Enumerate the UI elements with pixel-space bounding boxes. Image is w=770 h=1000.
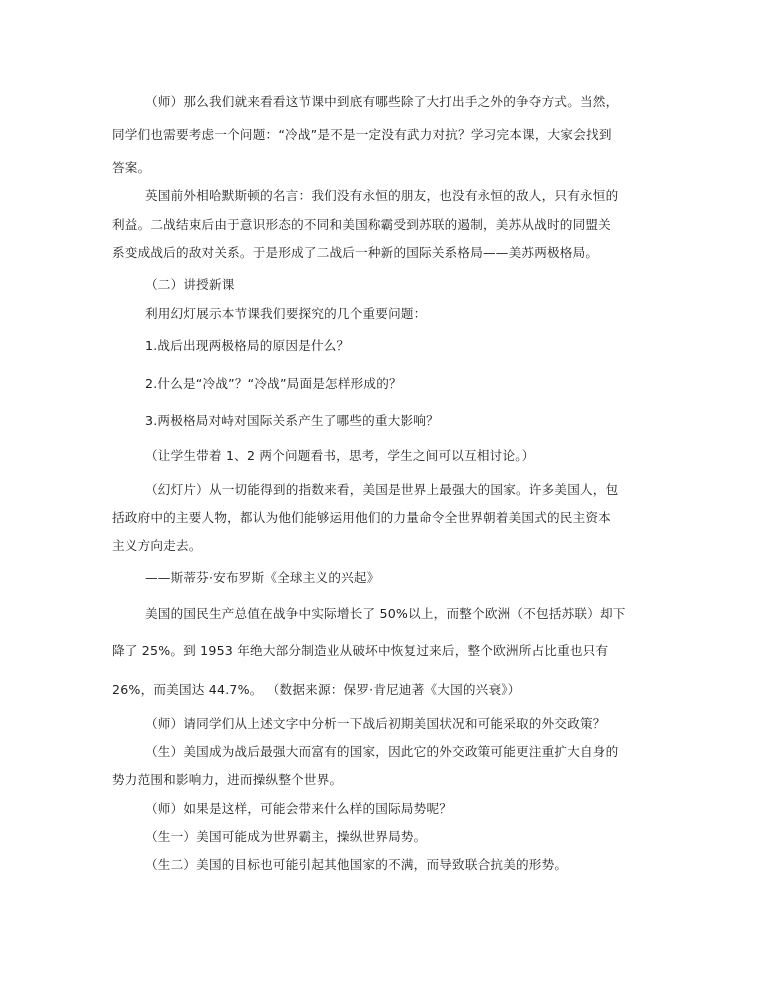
paragraph-line: 英国前外相哈默斯顿的名言：我们没有永恒的朋友，也没有永恒的敌人，只有永恒的: [145, 188, 619, 203]
dialogue-line: （生）美国成为战后最强大而富有的国家，因此它的外交政策可能更注重扩大自身的: [145, 744, 619, 759]
paragraph-line: （让学生带着 1、2 两个问题看书，思考，学生之间可以互相讨论。）: [145, 448, 535, 463]
paragraph-line: （师）那么我们就来看看这节课中到底有哪些除了大打出手之外的争夺方式。当然，: [145, 94, 619, 109]
dialogue-line: 势力范围和影响力，进而操纵整个世界。: [112, 772, 343, 787]
paragraph-line: 降了 25%。到 1953 年绝大部分制造业从破坏中恢复过来后，整个欧洲所占比重也只有: [112, 643, 609, 658]
dialogue-line: （生二）美国的目标也可能引起其他国家的不满，而导致联合抗美的形势。: [145, 857, 568, 872]
paragraph-line: 利益。二战结束后由于意识形态的不同和美国称霸受到苏联的遏制，美苏从战时的同盟关: [112, 217, 611, 232]
question-item: 1.战后出现两极格局的原因是什么？: [145, 338, 350, 353]
question-item: 2.什么是“冷战”？“冷战”局面是怎样形成的？: [145, 376, 402, 391]
citation: ——斯蒂芬·安布罗斯《全球主义的兴起》: [145, 570, 380, 585]
paragraph-line: 利用幻灯展示本节课我们要探究的几个重要问题：: [145, 306, 427, 321]
paragraph-line: 26%，而美国达 44.7%。 （数据来源：保罗·肯尼迪著《大国的兴衰》）: [112, 682, 521, 697]
paragraph-line: 括政府中的主要人物，都认为他们能够运用他们的力量命令全世界朝着美国式的民主资本: [112, 510, 611, 525]
paragraph-line: （幻灯片）从一切能得到的指数来看，美国是世界上最强大的国家。许多美国人，包: [145, 482, 619, 497]
question-item: 3.两极格局对峙对国际关系产生了哪些的重大影响？: [145, 413, 439, 428]
paragraph-line: 主义方向走去。: [112, 538, 202, 553]
paragraph-line: 同学们也需要考虑一个问题：“冷战”是不是一定没有武力对抗？学习完本课，大家会找到: [112, 127, 612, 142]
paragraph-line: 美国的国民生产总值在战争中实际增长了 50%以上，而整个欧洲（不包括苏联）却下: [145, 606, 626, 621]
section-heading: （二）讲授新课: [145, 277, 235, 292]
paragraph-line: 系变成战后的敌对关系。于是形成了二战后一种新的国际关系格局——美苏两极格局。: [112, 245, 599, 260]
dialogue-line: （师）请同学们从上述文字中分析一下战后初期美国状况和可能采取的外交政策？: [145, 716, 606, 731]
dialogue-line: （生一）美国可能成为世界霸主，操纵世界局势。: [145, 829, 427, 844]
dialogue-line: （师）如果是这样，可能会带来什么样的国际局势呢？: [145, 801, 453, 816]
paragraph-line: 答案。: [112, 160, 151, 175]
